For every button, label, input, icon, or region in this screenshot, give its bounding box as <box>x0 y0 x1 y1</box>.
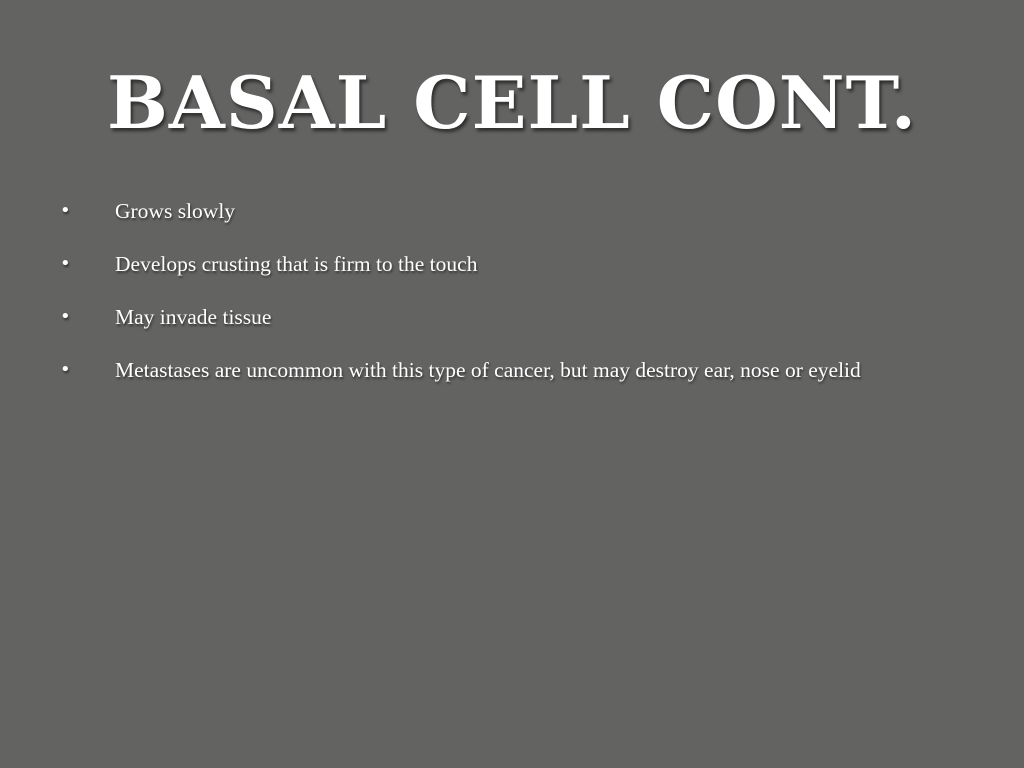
bullet-icon: • <box>60 200 71 221</box>
bullet-icon: • <box>60 306 71 327</box>
bullet-text: May invade tissue <box>115 305 272 329</box>
list-item <box>60 302 1000 355</box>
bullet-text: Develops crusting that is firm to the touch <box>115 252 478 276</box>
bullet-text: Grows slowly <box>115 199 236 223</box>
bullet-icon: • <box>60 253 71 274</box>
bullet-list <box>60 196 1000 408</box>
list-item <box>60 249 1000 302</box>
list-item <box>60 355 1000 408</box>
bullet-icon: • <box>60 359 71 380</box>
slide-title: BASAL CELL CONT. <box>107 60 917 145</box>
list-item <box>60 196 1000 249</box>
bullet-text: Metastases are uncommon with this type of cancer, but may destroy ear, nose or eyelid <box>115 358 861 382</box>
